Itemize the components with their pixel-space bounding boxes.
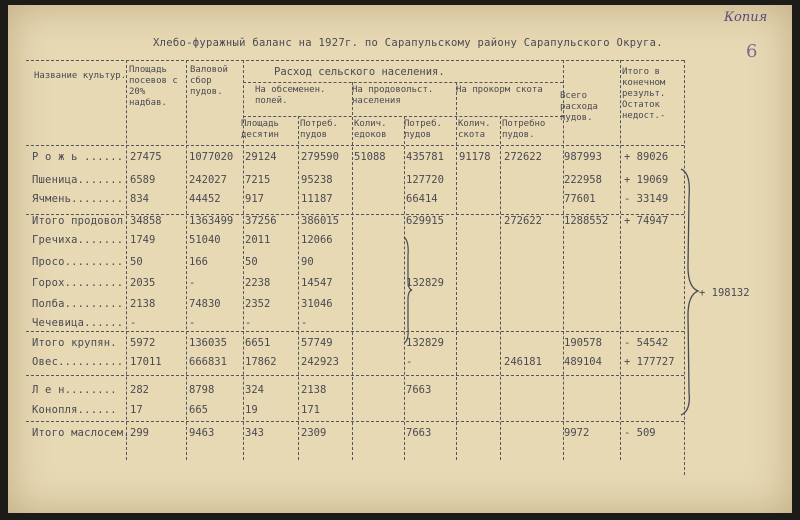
header-expense: Расход сельского населения. (274, 66, 445, 78)
table-cell-area: 17011 (130, 356, 162, 368)
table-cell-gross: 1363499 (189, 215, 234, 227)
table-cell-area: 299 (130, 427, 149, 439)
table-cell-gross: 51040 (189, 234, 221, 246)
table-cell-sow_area: 6651 (245, 337, 271, 349)
table-cell-sow_need: 12066 (301, 234, 333, 246)
table-cell-area: 50 (130, 256, 143, 268)
table-cell-sow_need: 95238 (301, 174, 333, 186)
grid-line-vertical (620, 60, 621, 460)
header-result: Итого в конечном результ. Остаток недост.- (622, 67, 666, 121)
header-fodder: На прокорм скота (456, 85, 543, 95)
grid-line-horizontal (26, 375, 684, 376)
grid-line-vertical (186, 60, 187, 460)
header-gross: Валовой сбор пудов. (190, 65, 228, 97)
table-cell-gross: - (189, 277, 196, 289)
table-cell-sow_need: 2138 (301, 384, 327, 396)
header-sowing-need: Потреб. пудов (300, 119, 338, 140)
table-cell-sow_area: 17862 (245, 356, 277, 368)
header-fodder-need: Потребно пудов. (502, 119, 546, 140)
table-cell-name: Итого продовол. (32, 215, 130, 227)
table-cell-result: + 19069 (624, 174, 669, 186)
table-cell-result: - 33149 (624, 193, 669, 205)
table-cell-result: + 177727 (624, 356, 675, 368)
table-cell-food: 435781 (406, 151, 444, 163)
table-cell-food: 66414 (406, 193, 438, 205)
header-sowing-area: Площадь десятин (241, 119, 279, 140)
table-cell-area: 834 (130, 193, 149, 205)
table-cell-gross: - (189, 317, 196, 329)
table-cell-name: Пшеница........ (32, 174, 130, 186)
table-cell-food: 7663 (406, 384, 432, 396)
table-cell-gross: 666831 (189, 356, 227, 368)
table-cell-gross: 242027 (189, 174, 227, 186)
grid-line-vertical (298, 116, 299, 460)
grid-line-horizontal (243, 82, 563, 83)
table-cell-gross: 136035 (189, 337, 227, 349)
grand-total: + 198132 (699, 287, 750, 299)
table-cell-name: Итого крупян. (32, 337, 117, 349)
table-cell-area: 6589 (130, 174, 156, 186)
table-cell-sow_area: 50 (245, 256, 258, 268)
table-cell-gross: 74830 (189, 298, 221, 310)
header-food-eaters: Колич. едоков (354, 119, 387, 140)
document-sheet (8, 5, 792, 513)
table-cell-result: + 89026 (624, 151, 669, 163)
grid-line-horizontal (26, 60, 684, 61)
table-cell-sow_need: 57749 (301, 337, 333, 349)
table-cell-sow_area: - (245, 317, 252, 329)
grid-line-horizontal (26, 421, 684, 422)
table-cell-cattle: 91178 (459, 151, 491, 163)
table-cell-sow_need: 171 (301, 404, 320, 416)
table-cell-gross: 665 (189, 404, 208, 416)
grid-line-horizontal (26, 145, 684, 146)
table-cell-sow_need: 31046 (301, 298, 333, 310)
table-cell-area: 17 (130, 404, 143, 416)
table-cell-name: Просо......... (32, 256, 124, 268)
header-food: На продовольст. населения (352, 85, 434, 106)
grid-line-vertical (563, 60, 564, 460)
grid-line-vertical (243, 60, 244, 460)
table-cell-total: 1288552 (564, 215, 609, 227)
table-cell-area: - (130, 317, 137, 329)
table-cell-sow_need: 14547 (301, 277, 333, 289)
document-title: Хлебо-фуражный баланс на 1927г. по Сарапульскому району Сарапульского Округа. (153, 37, 663, 49)
table-cell-sow_need: 279590 (301, 151, 339, 163)
table-cell-sow_area: 2011 (245, 234, 271, 246)
table-cell-gross: 8798 (189, 384, 215, 396)
table-cell-name: Полба......... (32, 298, 124, 310)
table-cell-sow_area: 37256 (245, 215, 277, 227)
table-cell-sow_area: 343 (245, 427, 264, 439)
table-cell-fodder: 246181 (504, 356, 542, 368)
table-cell-area: 34858 (130, 215, 162, 227)
table-cell-name: Горох......... (32, 277, 124, 289)
table-cell-name: Л е н........ (32, 384, 117, 396)
grid-line-vertical (352, 82, 353, 460)
header-fodder-count: Колич. скота (458, 119, 491, 140)
table-cell-result: - 509 (624, 427, 656, 439)
table-cell-food: - (406, 356, 413, 368)
header-name: Название культур. (34, 71, 127, 81)
grid-line-vertical (126, 60, 127, 460)
table-cell-area: 27475 (130, 151, 162, 163)
food-brace-mark (400, 235, 414, 345)
table-cell-food: 629915 (406, 215, 444, 227)
table-cell-food: 7663 (406, 427, 432, 439)
table-cell-sow_area: 2352 (245, 298, 271, 310)
grid-line-vertical (456, 82, 457, 460)
table-cell-gross: 44452 (189, 193, 221, 205)
table-cell-name: Овес.......... (32, 356, 124, 368)
table-cell-total: 77601 (564, 193, 596, 205)
header-food-need: Потреб. пудов (404, 119, 442, 140)
table-cell-eaters: 51088 (354, 151, 386, 163)
table-cell-name: Ячмень........ (32, 193, 124, 205)
table-cell-total: 489104 (564, 356, 602, 368)
grid-line-horizontal (243, 116, 563, 117)
table-cell-food: 127720 (406, 174, 444, 186)
table-cell-gross: 166 (189, 256, 208, 268)
table-cell-area: 2138 (130, 298, 156, 310)
header-sowing: На обсеменен. полей. (255, 85, 326, 106)
table-cell-sow_area: 29124 (245, 151, 277, 163)
copy-note: Копия (724, 10, 768, 25)
brace-mark (676, 167, 706, 417)
page-number: 6 (746, 41, 758, 62)
table-cell-total: 9972 (564, 427, 590, 439)
grid-line-horizontal (26, 331, 684, 332)
table-cell-name: Итого маслосем. (32, 427, 130, 439)
table-cell-gross: 1077020 (189, 151, 234, 163)
table-cell-name: Конопля...... (32, 404, 117, 416)
table-cell-sow_need: 90 (301, 256, 314, 268)
table-cell-sow_area: 19 (245, 404, 258, 416)
header-total-expense: Всего расхода пудов. (560, 91, 598, 123)
table-cell-sow_area: 324 (245, 384, 264, 396)
table-cell-sow_need: 11187 (301, 193, 333, 205)
table-cell-food: 132829 (406, 277, 444, 289)
table-cell-name: Гречиха....... (32, 234, 124, 246)
table-cell-food: 132829 (406, 337, 444, 349)
grid-line-vertical (500, 116, 501, 460)
table-cell-sow_need: 2309 (301, 427, 327, 439)
table-cell-gross: 9463 (189, 427, 215, 439)
table-cell-result: + 74947 (624, 215, 669, 227)
table-cell-sow_area: 917 (245, 193, 264, 205)
header-area: Площадь посевов с 20% надбав. (129, 65, 178, 108)
table-cell-area: 1749 (130, 234, 156, 246)
table-area (8, 5, 792, 513)
table-cell-sow_need: 242923 (301, 356, 339, 368)
table-cell-total: 987993 (564, 151, 602, 163)
table-cell-total: 222958 (564, 174, 602, 186)
table-cell-fodder: 272622 (504, 215, 542, 227)
table-cell-sow_need: 386015 (301, 215, 339, 227)
table-cell-area: 5972 (130, 337, 156, 349)
table-cell-sow_area: 7215 (245, 174, 271, 186)
table-cell-sow_area: 2238 (245, 277, 271, 289)
table-cell-name: Чечевица...... (32, 317, 124, 329)
table-cell-area: 282 (130, 384, 149, 396)
table-cell-name: Р о ж ь ...... (32, 151, 124, 163)
table-cell-sow_need: - (301, 317, 308, 329)
table-cell-fodder: 272622 (504, 151, 542, 163)
table-cell-total: 190578 (564, 337, 602, 349)
table-cell-result: - 54542 (624, 337, 669, 349)
table-cell-area: 2035 (130, 277, 156, 289)
